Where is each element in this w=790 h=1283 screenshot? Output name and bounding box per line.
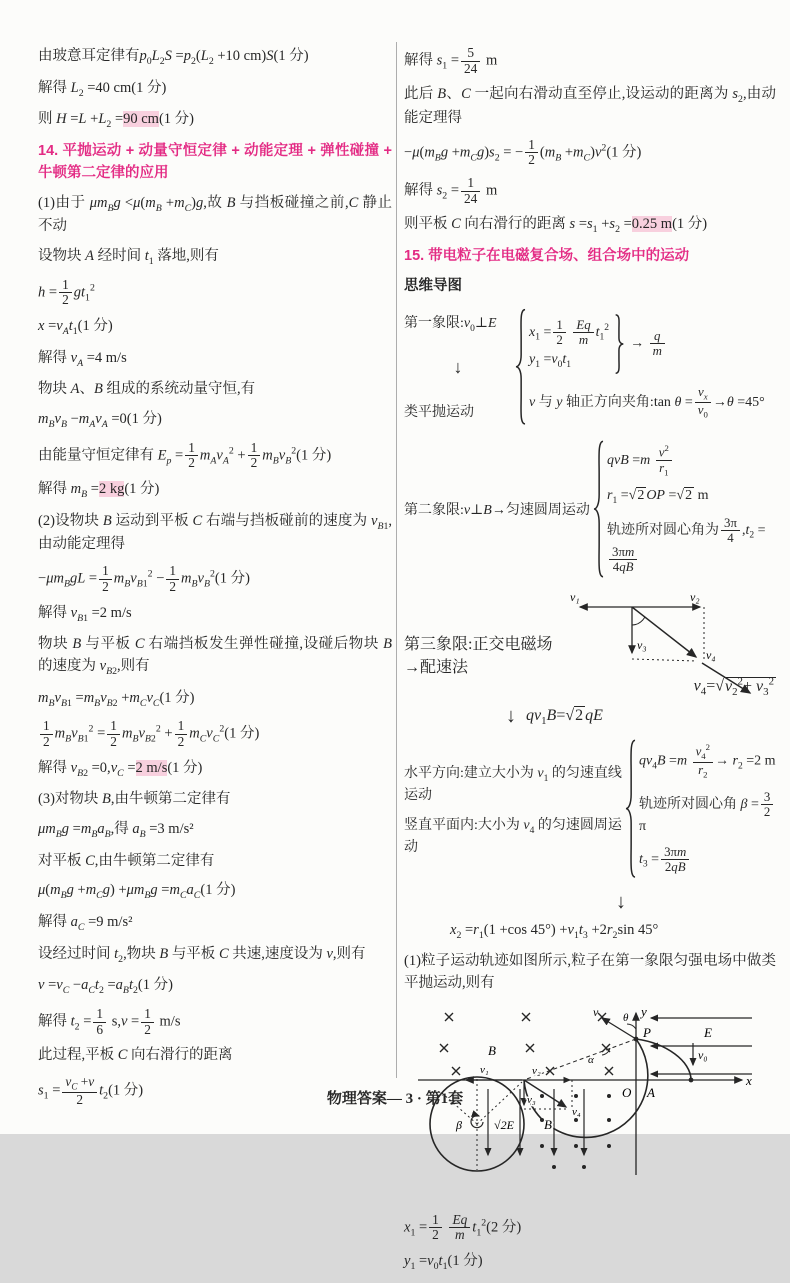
- down-arrow-icon: ↓: [453, 357, 463, 378]
- text-line: $s_1$ = $\frac{v_C +v}{2}$ $t_2(1$ 分): [38, 1074, 144, 1107]
- text-line: 思维导图: [404, 277, 462, 294]
- svg-text:y: y: [641, 1003, 647, 1019]
- svg-text:v₀: v₀: [698, 1047, 708, 1062]
- text-line: 由玻意耳定律有$p_0L_2S =p_2(L_2 +10$ cm)S(1 分): [38, 48, 309, 67]
- svg-text:v₃: v₃: [637, 638, 647, 653]
- text-line: 解得 $s_1$ = $\frac{5}{24}$ m: [404, 45, 498, 76]
- equation-y1: $y_1 =v_0t_1(1$ 分): [404, 1253, 483, 1272]
- brace-icon: [624, 736, 637, 881]
- r4-label1: 水平方向:建立大小为 $v_1$ 的匀速直线运动: [404, 766, 622, 803]
- brace-icon: [592, 437, 605, 581]
- svg-text:v₁: v₁: [570, 590, 580, 605]
- text-line: 对平板 C,由牛顿第二定律有: [38, 852, 215, 869]
- text-line: $-\mu m_BgL$ = $\frac{1}{2}$ $m_Bv_{B1}^2$ − $\frac{1}{2}$ $m_Bv_B^2(1$ 分): [38, 563, 250, 594]
- q2-equations: [607, 437, 776, 581]
- text-line: 则平板 C 向右滑行的距离 $s =s_1 +s_2 =0.25$ m(1 分): [404, 216, 708, 236]
- svg-text:B: B: [488, 1042, 496, 1058]
- q1-eq-group: [529, 313, 765, 375]
- svg-text:α: α: [588, 1053, 594, 1066]
- text-line: 此后 B、C 一起向右滑动直至停止,设运动的距离为 $s_2$,由动能定理得: [404, 86, 777, 127]
- svg-text:P: P: [643, 1024, 651, 1040]
- text-line: $-\mu(m_Bg +m_Cg)s_2$ = − $\frac{1}{2}$ $(m_B +m_C)v^2(1$ 分): [404, 136, 642, 168]
- svg-text:A: A: [647, 1084, 655, 1100]
- text-line: (3)对物块 B,由牛顿第二定律有: [38, 791, 231, 808]
- text-line: 解得 $v_{B2} =0,v_C =2$ m/s(1 分): [38, 759, 203, 779]
- q3-formulas: [404, 675, 776, 728]
- section-heading: 15. 带电粒子在电磁复合场、组合场中的运动: [404, 248, 690, 265]
- down-arrow-icon: ↓: [616, 890, 626, 913]
- q2-label: [404, 437, 590, 581]
- svg-text:√2E: √2E: [494, 1117, 514, 1132]
- text-line: $\mu m_Bg =m_Ba_B$,得 $a_B =3$ m/s²: [38, 821, 194, 840]
- q3-label-text: 第三象限:正交电磁场→配速法: [404, 636, 553, 677]
- right-top-lines: [404, 46, 776, 298]
- text-line: 设经过时间 $t_2$,物块 B 与平板 C 共速,速度设为 v,则有: [38, 945, 366, 965]
- equation: $v_4=√v_2^2+ v_3^2$: [693, 675, 774, 698]
- text-line: 物块 A、B 组成的系统动量守恒,有: [38, 381, 256, 398]
- text-line: 此过程,平板 C 向右滑行的距离: [38, 1047, 233, 1064]
- equation: v 与 y 轴正方向夹角:tan θ = $\frac{v_x}{v_0}$ →θ =45°: [529, 384, 765, 420]
- text-line: 解得 $v_A =4$ m/s: [38, 349, 127, 369]
- text-line: 则 $H =L +L_2 =90$ cm(1 分): [38, 111, 195, 131]
- mindmap-row-combined: [404, 736, 776, 881]
- equation: $r_1 =√2$ OP =√2 m: [607, 487, 709, 506]
- svg-text:B: B: [544, 1116, 552, 1132]
- text-line: $v =v_C -a_Ct_2 =a_Bt_2(1$ 分): [38, 977, 173, 997]
- svg-text:v₁: v₁: [480, 1063, 489, 1076]
- section-heading: 14. 平抛运动 + 动量守恒定律 + 动能定理 + 弹性碰撞 + 牛顿第二定律的应用: [38, 143, 392, 181]
- svg-text:E: E: [704, 1024, 712, 1040]
- q1-label: 第一象限$:v_0\perp E$: [404, 315, 497, 334]
- text-line: 解得 $a_C =9$ m/s²: [38, 914, 133, 934]
- page-footer: 物理答案— 3 · 第1套: [326, 1091, 464, 1107]
- brace-icon: [514, 306, 527, 428]
- mindmap-row-quadrant1: [404, 306, 776, 428]
- svg-text:O: O: [622, 1084, 632, 1100]
- text-line: 设物块 A 经时间 $t_1$ 落地,则有: [38, 247, 219, 267]
- q1-equations: [529, 306, 765, 428]
- down-arrow-icon: ↓: [506, 705, 516, 728]
- r4-equations: [639, 736, 776, 881]
- equation: $y_1 =v_0t_1$: [529, 351, 572, 370]
- text-line: 解得 $m_B =2$ kg(1 分): [38, 481, 160, 500]
- text-line: 解得 $s_2$ = $\frac{1}{24}$ m: [404, 175, 498, 206]
- text-line: (2)设物块 B 运动到平板 C 右端与挡板碰前的速度为 $v_{B1}$,由动能定理得: [38, 512, 393, 553]
- column-divider: [396, 42, 397, 1078]
- text-line: $x =v_At_1(1$ 分): [38, 317, 113, 337]
- text-line: (1)由于 $\mu m_Bg <\mu(m_B +m_C)g$,故 B 与挡板碰撞之前,C 静止不动: [38, 194, 392, 235]
- svg-text:β: β: [456, 1117, 462, 1132]
- text-line: h = $\frac{1}{2}$ $gt_1^2$: [38, 276, 95, 308]
- text-line: $m_Bv_B -m_Av_A =0(1$ 分): [38, 411, 162, 430]
- paragraph-part1: (1)粒子运动轨迹如图所示,粒子在第一象限匀强电场中做类平抛运动,则有: [404, 953, 776, 991]
- svg-text:θ: θ: [623, 1011, 629, 1024]
- equation: qvB =m $\frac{v^2}{r_1}$: [607, 444, 776, 478]
- q1-label2: 类平抛运动: [404, 405, 474, 421]
- mindmap-row-quadrant2: [404, 437, 776, 581]
- closing-brace-icon: [614, 313, 625, 375]
- svg-text:v₃: v₃: [527, 1093, 536, 1106]
- text-line: $\frac{1}{2}$ $m_Bv_{B1}^2$ = $\frac{1}{2}$ $m_Bv_{B2}^2$ + $\frac{1}{2}$ $m_Cv_C^2(1$ 分): [38, 719, 392, 749]
- text-line: $m_Bv_{B1} =m_Bv_{B2} +m_Cv_C(1$ 分): [38, 689, 195, 709]
- equation: 轨迹所对圆心角 β = $\frac{3}{2}$ π: [639, 790, 776, 835]
- svg-text:v₂: v₂: [690, 590, 700, 605]
- left-column: [38, 46, 392, 1116]
- equation: $t_3$ = $\frac{3\pi m}{2qB}$: [639, 845, 776, 874]
- text-line: $\mu(m_Bg +m_Cg) +\mu m_Bg =m_Ca_C(1$ 分): [38, 882, 236, 902]
- equation: $qv_1B=√2$ qE: [526, 706, 603, 727]
- svg-text:v₄: v₄: [706, 648, 716, 663]
- equation: 轨迹所对圆心角为 $\frac{3\pi}{4}$ $,t_2$ = $\frac{3\pi m}{4qB}$: [607, 515, 766, 575]
- svg-text:v₂: v₂: [532, 1064, 541, 1077]
- qm-result: → $\frac{q}{m}$: [630, 329, 667, 358]
- svg-text:v₄: v₄: [572, 1105, 581, 1118]
- svg-text:x: x: [746, 1072, 752, 1088]
- text-line: 物块 B 与平板 C 右端挡板发生弹性碰撞,设碰后物块 B 的速度为 $v_{B2}$,则有: [38, 636, 393, 677]
- text-line: 解得 $t_2$ = $\frac{1}{6}$ s,v = $\frac{1}{2}$ m/s: [38, 1006, 181, 1037]
- svg-text:v: v: [593, 1004, 599, 1019]
- q3-label: [404, 591, 562, 683]
- equation: $x_1$ = $\frac{1}{2}$ $\frac{Eq}{m}$ $t_1^2$: [529, 317, 610, 347]
- text-line: 解得 $v_{B1} =2$ m/s: [38, 604, 132, 624]
- equation-x2: $x_2 =r_1(1 +\cos$ $45^\circ) +v_1t_3 +2r_2\sin$ 45°: [450, 921, 659, 941]
- r4-label2: 竖直平面内:大小为 $v_4$ 的匀速圆周运动: [404, 817, 622, 855]
- equation-x1: $x_1$ = $\frac{1}{2}$ $\frac{Eq}{m}$ $t_1^2(2$ 分): [404, 1211, 522, 1243]
- r4-labels: [404, 736, 622, 881]
- equation: $qv_4B =m$ $\frac{v_4^2}{r_2}$ → $r_2 =2$ m: [639, 742, 776, 780]
- q1-label-block: [404, 306, 512, 428]
- text-line: 解得 $L_2 =40$ cm(1 分): [38, 79, 167, 99]
- q2-label-text: 第二象限:v⊥B→匀速圆周运动: [404, 503, 590, 519]
- text-line: 由能量守恒定律有 $E_p$ = $\frac{1}{2}$ $m_Av_A^2$ + $\frac{1}{2}$ $m_Bv_B^2(1$ 分): [38, 439, 332, 471]
